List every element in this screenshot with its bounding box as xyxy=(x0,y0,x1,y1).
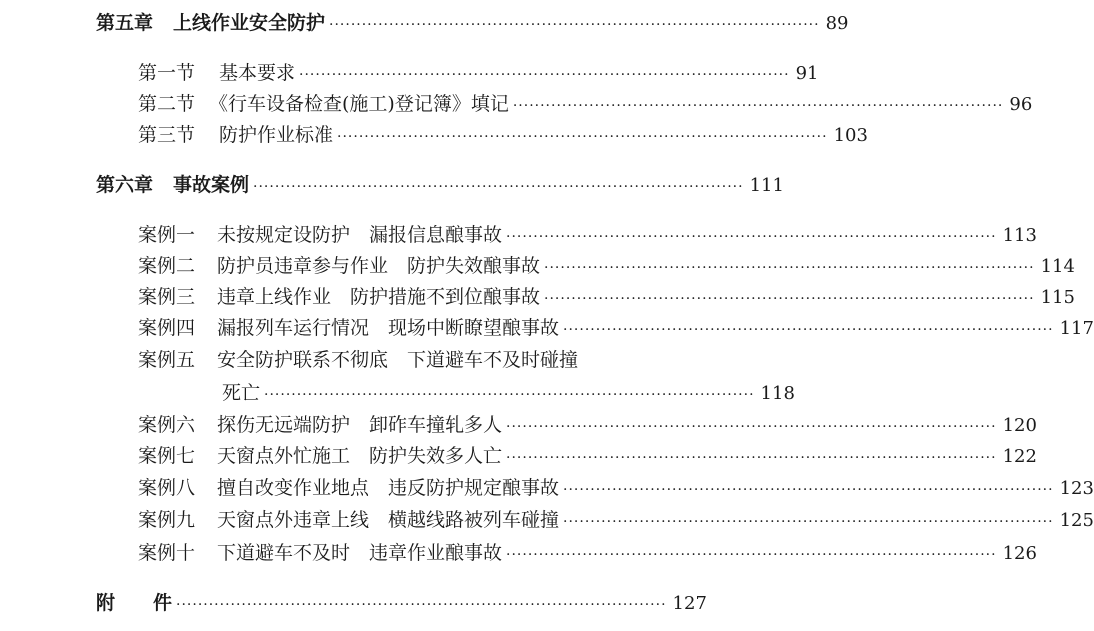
page-number: 125 xyxy=(1059,510,1094,531)
case-label: 案例十 xyxy=(138,542,196,564)
toc-case-5[interactable] xyxy=(138,347,704,373)
dot-leader: ·························································································· xyxy=(253,179,744,195)
section-label: 第三节 xyxy=(138,124,196,146)
toc-section-1[interactable] xyxy=(138,60,819,86)
case-title: 漏报列车运行情况 现场中断瞭望酿事故 xyxy=(217,317,560,339)
chapter-label: 第六章 xyxy=(96,174,154,196)
appendix-label: 附 件 xyxy=(96,592,173,614)
page-number: 96 xyxy=(1009,94,1033,115)
chapter-label: 第五章 xyxy=(96,12,154,34)
case-title: 防护员违章参与作业 防护失效酿事故 xyxy=(217,255,541,277)
page-number: 89 xyxy=(825,13,849,34)
dot-leader: ·························································································· xyxy=(299,67,790,83)
case-title: 天窗点外违章上线 横越线路被列车碰撞 xyxy=(217,509,560,531)
dot-leader: ·························································································· xyxy=(506,419,997,435)
page-number: 127 xyxy=(672,593,707,614)
toc-case-7[interactable] xyxy=(138,443,1037,469)
case-title: 未按规定设防护 漏报信息酿事故 xyxy=(217,224,503,246)
case-title: 安全防护联系不彻底 下道避车不及时碰撞 xyxy=(217,349,579,371)
page-number: 122 xyxy=(1002,446,1037,467)
section-title: 防护作业标准 xyxy=(219,124,334,146)
toc-appendix[interactable] xyxy=(96,590,707,616)
case-label: 案例八 xyxy=(138,477,196,499)
dot-leader: ·························································································· xyxy=(337,129,828,145)
toc-case-5-continued[interactable] xyxy=(222,380,795,406)
dot-leader: ·························································································· xyxy=(506,229,997,245)
case-label: 案例三 xyxy=(138,286,196,308)
section-label: 第二节 xyxy=(138,93,196,115)
chapter-title: 事故案例 xyxy=(173,174,250,196)
page-number: 117 xyxy=(1059,318,1094,339)
dot-leader: ·························································································· xyxy=(563,482,1054,498)
toc-chapter-5[interactable] xyxy=(96,10,849,36)
case-label: 案例五 xyxy=(138,349,196,371)
dot-leader: ·························································································· xyxy=(506,450,997,466)
case-title: 下道避车不及时 违章作业酿事故 xyxy=(217,542,503,564)
case-label: 案例六 xyxy=(138,414,196,436)
case-label: 案例九 xyxy=(138,509,196,531)
case-label: 案例一 xyxy=(138,224,196,246)
case-label: 案例二 xyxy=(138,255,196,277)
toc-case-8[interactable] xyxy=(138,475,1094,501)
toc-chapter-6[interactable] xyxy=(96,172,784,198)
dot-leader: ·························································································· xyxy=(264,387,755,403)
dot-leader: ·························································································· xyxy=(563,322,1054,338)
dot-leader: ·························································································· xyxy=(544,260,1035,276)
toc-case-2[interactable] xyxy=(138,253,1075,279)
case-title: 违章上线作业 防护措施不到位酿事故 xyxy=(217,286,541,308)
page-number: 113 xyxy=(1002,225,1037,246)
case-title: 天窗点外忙施工 防护失效多人亡 xyxy=(217,445,503,467)
toc-section-3[interactable] xyxy=(138,122,868,148)
page-number: 120 xyxy=(1002,415,1037,436)
page-number: 118 xyxy=(760,383,795,404)
case-title: 探伤无远端防护 卸砟车撞轧多人 xyxy=(217,414,503,436)
section-title: 《行车设备检查(施工)登记簿》填记 xyxy=(209,93,509,115)
page-number: 123 xyxy=(1059,478,1094,499)
dot-leader: ·························································································· xyxy=(506,547,997,563)
section-label: 第一节 xyxy=(138,62,196,84)
dot-leader: ·························································································· xyxy=(563,514,1054,530)
toc-section-2[interactable] xyxy=(138,91,1033,117)
toc-case-4[interactable] xyxy=(138,315,1094,341)
page-number: 114 xyxy=(1040,256,1075,277)
page-number: 91 xyxy=(795,63,819,84)
dot-leader: ·························································································· xyxy=(329,17,820,33)
toc-case-10[interactable] xyxy=(138,540,1037,566)
case-title-continued: 死亡 xyxy=(222,382,261,404)
chapter-title: 上线作业安全防护 xyxy=(173,12,326,34)
dot-leader: ·························································································· xyxy=(512,98,1004,114)
toc-case-6[interactable] xyxy=(138,412,1037,438)
toc-case-1[interactable] xyxy=(138,222,1037,248)
case-title: 擅自改变作业地点 违反防护规定酿事故 xyxy=(217,477,560,499)
toc-case-3[interactable] xyxy=(138,284,1075,310)
dot-leader: ·························································································· xyxy=(176,597,667,613)
case-label: 案例七 xyxy=(138,445,196,467)
page-number: 111 xyxy=(749,175,784,196)
page-number: 126 xyxy=(1002,543,1037,564)
page-number: 115 xyxy=(1040,287,1075,308)
dot-leader: ·························································································· xyxy=(544,291,1035,307)
case-label: 案例四 xyxy=(138,317,196,339)
toc-case-9[interactable] xyxy=(138,507,1094,533)
section-title: 基本要求 xyxy=(219,62,296,84)
page-number: 103 xyxy=(833,125,868,146)
